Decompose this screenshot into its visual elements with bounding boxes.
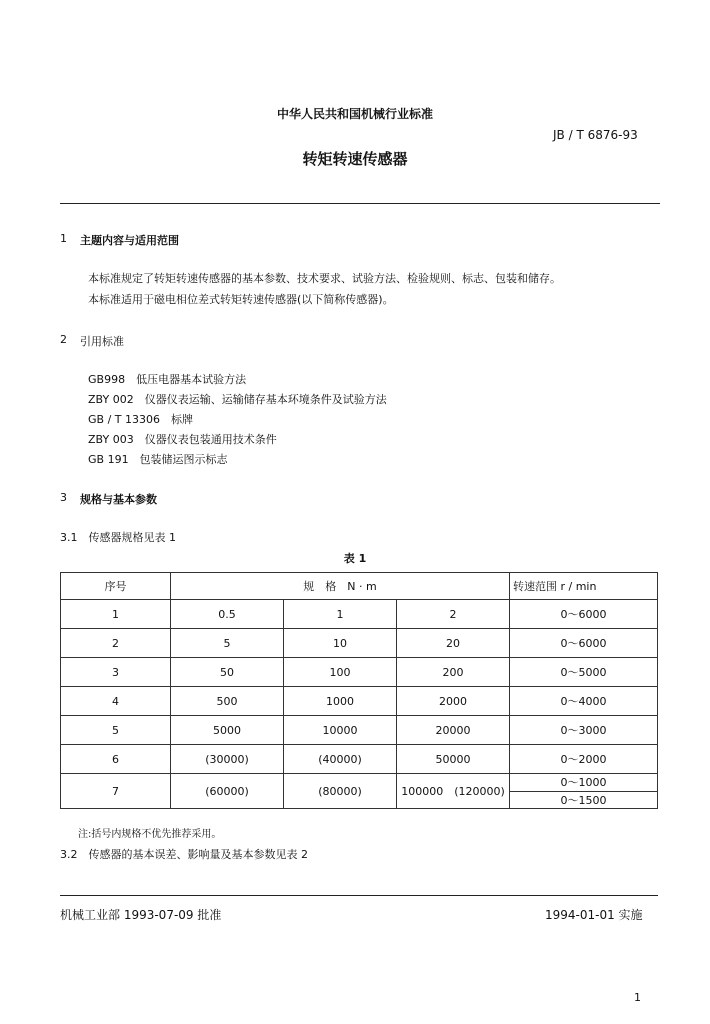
cell-spec-c: 200 [397, 658, 510, 687]
cell-seq: 3 [61, 658, 171, 687]
reference-item: ZBY 002 仪器仪表运输、运输储存基本环境条件及试验方法 [88, 393, 387, 406]
section-2-number: 2 [60, 333, 67, 346]
page-number: 1 [634, 991, 641, 1004]
cell-spec-b: 1000 [284, 687, 397, 716]
table-caption: 表 1 [343, 552, 367, 565]
cell-speed-2: 0～1500 [510, 791, 657, 809]
cell-spec-a: 5 [171, 629, 284, 658]
cell-spec-a: 50 [171, 658, 284, 687]
cell-spec-b: (40000) [284, 745, 397, 774]
cell-speed: 0～6000 [510, 629, 658, 658]
cell-spec-c: 20 [397, 629, 510, 658]
cell-spec-a: 5000 [171, 716, 284, 745]
standard-code: JB / T 6876-93 [553, 128, 638, 142]
cell-seq: 5 [61, 716, 171, 745]
table-note: 注:括号内规格不优先推荐采用。 [78, 829, 222, 840]
table-row [61, 600, 658, 629]
table-row [61, 658, 658, 687]
cell-speed: 0～3000 [510, 716, 658, 745]
header-seq: 序号 [61, 573, 171, 600]
document-title: 转矩转速传感器 [302, 150, 408, 168]
approval-line: 机械工业部 1993-07-09 批准 [60, 908, 222, 922]
cell-spec-b: 1 [284, 600, 397, 629]
cell-spec-b: 10 [284, 629, 397, 658]
header-spec: 规 格 N · m [171, 573, 510, 600]
cell-seq: 7 [61, 774, 171, 809]
cell-spec-b: (80000) [284, 774, 397, 809]
cell-speed: 0～6000 [510, 600, 658, 629]
cell-spec-a: 0.5 [171, 600, 284, 629]
table-row [61, 774, 658, 809]
cell-spec-b: 10000 [284, 716, 397, 745]
cell-spec-c: 20000 [397, 716, 510, 745]
reference-item: GB / T 13306 标牌 [88, 413, 193, 426]
header-rule [60, 203, 660, 204]
cell-seq: 4 [61, 687, 171, 716]
section-3-title: 规格与基本参数 [80, 493, 157, 506]
cell-spec-a: (60000) [171, 774, 284, 809]
cell-seq: 2 [61, 629, 171, 658]
table-row [61, 687, 658, 716]
cell-speed: 0～4000 [510, 687, 658, 716]
cell-seq: 6 [61, 745, 171, 774]
reference-item: GB998 低压电器基本试验方法 [88, 373, 247, 386]
standard-org: 中华人民共和国机械行业标准 [276, 107, 433, 121]
section-3-2: 3.2 传感器的基本误差、影响量及基本参数见表 2 [60, 848, 308, 861]
cell-seq: 1 [61, 600, 171, 629]
cell-spec-b: 100 [284, 658, 397, 687]
reference-item: ZBY 003 仪器仪表包装通用技术条件 [88, 433, 277, 446]
cell-spec-a: 500 [171, 687, 284, 716]
cell-speed: 0～2000 [510, 745, 658, 774]
table-header-row [61, 573, 658, 600]
section-3-number: 3 [60, 491, 67, 504]
table-row [61, 745, 658, 774]
spec-table [60, 572, 658, 809]
section-1-title: 主题内容与适用范围 [80, 234, 179, 247]
section-1-number: 1 [60, 232, 67, 245]
table-row [61, 716, 658, 745]
section-2-title: 引用标准 [80, 335, 124, 348]
reference-item: GB 191 包装储运图示标志 [88, 453, 228, 466]
cell-speed: 0～5000 [510, 658, 658, 687]
cell-spec-c: 2 [397, 600, 510, 629]
section-1-paragraph-2: 本标准适用于磁电相位差式转矩转速传感器(以下简称传感器)。 [88, 293, 394, 306]
table-row [61, 629, 658, 658]
cell-spec-c: 50000 [397, 745, 510, 774]
implementation-line: 1994-01-01 实施 [545, 908, 643, 922]
cell-spec-c: 2000 [397, 687, 510, 716]
cell-spec-c: 100000 (120000) [397, 774, 510, 809]
section-3-1: 3.1 传感器规格见表 1 [60, 531, 176, 544]
cell-speed-1: 0～1000 [560, 776, 607, 790]
cell-speed-split [510, 774, 658, 809]
cell-spec-a: (30000) [171, 745, 284, 774]
footer-rule [60, 895, 658, 896]
header-speed: 转速范围 r / min [510, 573, 658, 600]
section-1-paragraph-1: 本标准规定了转矩转速传感器的基本参数、技术要求、试验方法、检验规则、标志、包装和储存。 [88, 272, 561, 285]
